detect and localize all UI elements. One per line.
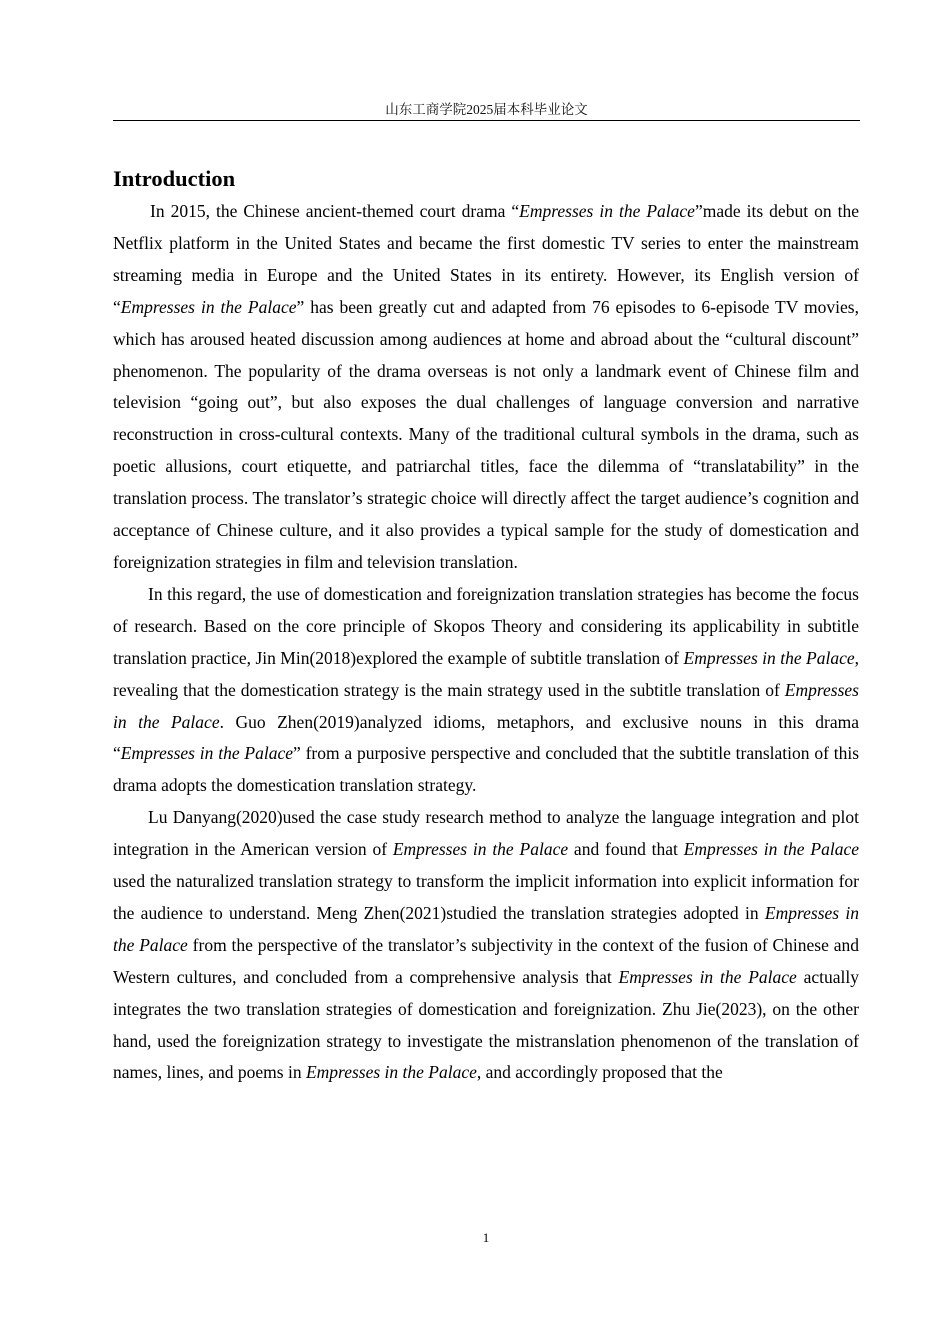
paragraph-3-segment: , and accordingly proposed that the (476, 1062, 723, 1083)
paragraph-3-segment-italic: Empresses in the Palace (392, 839, 569, 860)
paragraph-1-segment: ” has been greatly cut and adapted from 76 episodes to 6-episode TV movies, which has aroused heated discussion among audiences at home and abroad about the “cultural discount” phenomenon. The popularity of the drama overseas is not only a landmark event of Chinese film and television “going out”, but also exposes the dual challenges of language conversion and narrative reconstruction in cross-cultural contexts. Many of the traditional cultural symbols in the drama, such as poetic allusions, court etiquette, and patriarchal titles, face the dilemma of “translatability” in the translation process. The translator’s strategic choice will directly affect the target audience’s cognition and acceptance of Chinese culture, and it also provides a typical sample for the study of domestication and foreignization strategies in film and television translation. (113, 296, 859, 572)
paragraph-2-segment: ” from a purposive perspective and concluded that the subtitle translation of this drama adopts the domestication translation strategy. (113, 743, 859, 796)
body-text (113, 196, 859, 1089)
paragraph-2-segment: . Guo Zhen(2019)analyzed idioms, metaphors, and exclusive nouns in this drama “ (113, 711, 860, 764)
paragraph-2 (113, 579, 859, 802)
paragraph-2-segment: In this regard, the use of domestication and foreignization translation strategies has become the focus of research. Based on the core principle of Skopos Theory and considering its applicability in subtitle translation practice, Jin Min(2018)explored the example of subtitle translation of (113, 583, 859, 668)
paragraph-3-segment-italic: Empresses in the Palace (113, 902, 859, 955)
paragraph-2-segment-italic: Empresses in the Palace (120, 743, 293, 764)
paragraph-3-segment-italic: Empresses in the Palace (618, 966, 797, 987)
paragraph-2-segment-italic: Empresses in the Palace (683, 647, 855, 668)
paragraph-1 (113, 196, 859, 579)
paragraph-1-segment-italic: Empresses in the Palace (120, 296, 297, 317)
paragraph-3-segment: and found that (568, 839, 684, 860)
running-header: 山东工商学院2025届本科毕业论文 (385, 102, 588, 117)
paragraph-2-segment: , revealing that the domestication strategy is the main strategy used in the subtitle translation of (113, 647, 859, 700)
header-rule (113, 120, 860, 121)
paragraph-1-segment: ”made its debut on the Netflix platform in the United States and became the first domestic TV series to enter the mainstream streaming media in Europe and the United States in its entirety. However, its English version of “ (113, 201, 859, 317)
page-number: 1 (482, 1230, 490, 1245)
paragraph-1-segment-italic: Empresses in the Palace (519, 201, 695, 221)
paragraph-3-segment: from the perspective of the translator’s subjectivity in the context of the fusion of Chinese and Western cultures, and concluded from a comprehensive analysis that (113, 934, 860, 987)
paragraph-2-segment-italic: Empresses in the Palace (113, 679, 859, 732)
paragraph-3-segment: used the naturalized translation strategy to transform the implicit information into explicit information for the audience to understand. Meng Zhen(2021)studied the translation strategies adopted in (113, 871, 859, 923)
paragraph-3-segment-italic: Empresses in the Palace (305, 1062, 477, 1083)
section-heading: Introduction (113, 166, 236, 191)
paragraph-3 (113, 802, 859, 1089)
paragraph-3-segment: Lu Danyang(2020)used the case study research method to analyze the language integration and plot integration in the American version of (113, 807, 859, 860)
paragraph-3-segment-italic: Empresses in the Palace (683, 839, 859, 860)
paragraph-3-segment: actually integrates the two translation strategies of domestication and foreignization. Zhu Jie(2023), on the other hand, used the foreignization strategy to investigate the mistranslation phenomenon of the translation of names, lines, and poems in (113, 966, 859, 1083)
paragraph-1-segment: In 2015, the Chinese ancient-themed court drama “ (150, 201, 520, 221)
